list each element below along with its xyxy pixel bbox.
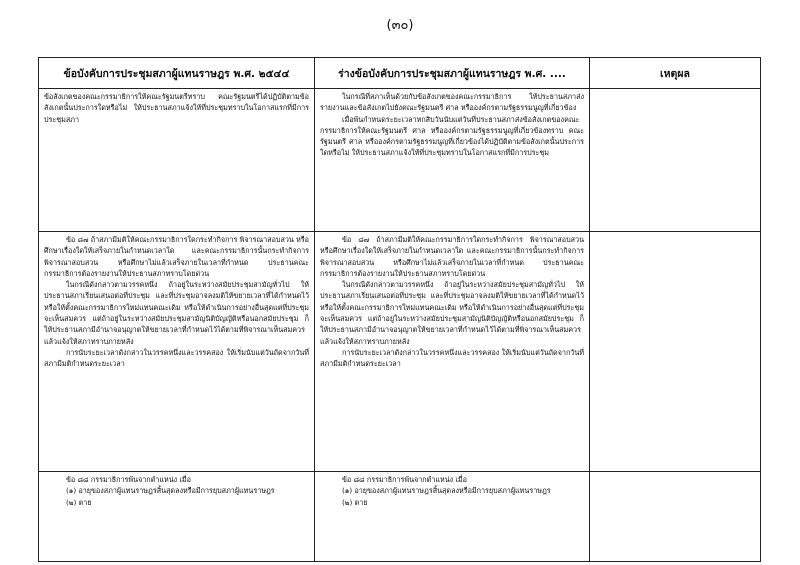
cell-text — [39, 472, 314, 508]
reason-text — [590, 232, 760, 234]
reason-cell — [590, 232, 761, 472]
draft-cell — [315, 472, 590, 562]
comparison-table — [38, 57, 761, 562]
paragraph: ในกรณีดังกล่าวตามวรรคหนึ่ง ถ้าอยู่ในระหว่างสมัยประชุมสามัญทั่วไป ให้ประธานสภาเรียนเสนอต่อที่ประชุม และที่ประชุมอาจลงมติให้ขยายเวลาที่ได้กำหนดไว้หรือให้ตั้งคณะกรรมาธิการใหม่แทนคณะเดิม หรือให้ดำเนินการอย่างอื่นสุดแต่ที่ประชุมจะเห็นสมควร แต่ถ้าอยู่ในระหว่างสมัยประชุมสามัญนิติบัญญัติหรือนอกสมัยประชุม ก็ให้ประธานสภามีอำนาจอนุญาตให้ขยายเวลาที่กำหนดไว้ได้ตามที่พิจารณาเห็นสมควร แล้วแจ้งให้สภาทราบภายหลัง — [44, 280, 309, 346]
paragraph: การนับระยะเวลาดังกล่าวในวรรคหนึ่งและวรรคสอง ให้เริ่มนับแต่วันถัดจากวันที่สภามีมติกำหนดระยะเวลา — [320, 347, 584, 369]
draft-cell — [315, 232, 590, 472]
table-row — [39, 472, 761, 562]
paragraph: ข้อ ๘๗ ถ้าสภามีมติให้คณะกรรมาธิการใดกระทำกิจการ พิจารณาสอบสวน หรือศึกษาเรื่องใดให้เสร็จภายในกำหนดเวลาใด และคณะกรรมาธิการนั้นกระทำกิจการพิจารณาสอบสวน หรือศึกษาไม่แล้วเสร็จภายในเวลาที่กำหนด ประธานคณะกรรมาธิการต้องรายงานให้ประธานสภาทราบโดยด่วน — [320, 235, 584, 278]
reason-cell — [590, 472, 761, 562]
table-row — [39, 232, 761, 472]
header-reason: เหตุผล — [590, 58, 761, 89]
table-row — [39, 89, 761, 232]
current-cell — [39, 89, 315, 232]
cell-text — [39, 89, 314, 125]
cell-text — [315, 472, 589, 508]
paragraph: (๑) อายุของสภาผู้แทนราษฎรสิ้นสุดลงหรือมีการยุบสภาผู้แทนราษฎร — [66, 486, 275, 496]
page-number: (๓๐) — [386, 18, 414, 33]
reason-cell — [590, 89, 761, 232]
paragraph: ข้อ ๘๗ ถ้าสภามีมติให้คณะกรรมาธิการใดกระทำกิจการ พิจารณาสอบสวน หรือศึกษาเรื่องใดให้เสร็จภายในกำหนดเวลาใด และคณะกรรมาธิการนั้นกระทำกิจการ พิจารณาสอบสวน หรือศึกษาไม่แล้วเสร็จภายในเวลาที่กำหนด ประธานคณะกรรมาธิการต้องรายงานให้ประธานสภาทราบโดยด่วน — [44, 235, 309, 278]
draft-cell — [315, 89, 590, 232]
paragraph: (๒) ตาย — [66, 497, 92, 507]
paragraph: การนับระยะเวลาดังกล่าวในวรรคหนึ่งและวรรคสอง ให้เริ่มนับแต่วันถัดจากวันที่สภามีมติกำหนดระยะเวลา — [44, 347, 309, 369]
paragraph: (๑) อายุของสภาผู้แทนราษฎรสิ้นสุดลงหรือมีการยุบสภาผู้แทนราษฎร — [342, 486, 551, 496]
paragraph: ในกรณีที่สภาเห็นด้วยกับข้อสังเกตของคณะกรรมาธิการ ให้ประธานสภาส่งรายงานและข้อสังเกตไปยังคณะรัฐมนตรี ศาล หรือองค์กรตามรัฐธรรมนูญที่เกี่ยวข้อง — [320, 92, 584, 113]
header-row — [39, 58, 761, 89]
cell-text — [39, 232, 314, 370]
current-cell — [39, 232, 315, 472]
paragraph: ข้อสังเกตของคณะกรรมาธิการให้คณะรัฐมนตรีทราบ คณะรัฐมนตรีได้ปฏิบัติตามข้อสังเกตนั้นประการใดหรือไม่ ให้ประธานสภาแจ้งให้ที่ประชุมทราบในโอกาสแรกที่มีการประชุมสภา — [44, 92, 309, 124]
paragraph: เมื่อพ้นกำหนดระยะเวลาหกสิบวันนับแต่วันที่ประธานสภาส่งข้อสังเกตของคณะกรรมาธิการให้คณะรัฐมนตรี ศาล หรือองค์กรตามรัฐธรรมนูญที่เกี่ยวข้องทราบ คณะรัฐมนตรี ศาล หรือองค์กรตามรัฐธรรมนูญที่เกี่ยวข้องได้ปฏิบัติตามข้อสังเกตนั้นประการใดหรือไม่ ให้ประธานสภาแจ้งให้ที่ประชุมทราบในโอกาสแรกที่มีการประชุม — [320, 114, 584, 158]
reason-text — [590, 89, 760, 91]
paragraph: ข้อ ๘๘ กรรมาธิการพ้นจากตำแหน่ง เมื่อ — [342, 475, 467, 484]
paragraph: (๒) ตาย — [342, 497, 368, 507]
cell-text — [315, 232, 589, 370]
header-draft-regulation: ร่างข้อบังคับการประชุมสภาผู้แทนราษฎร พ.ศ. .... — [315, 58, 590, 89]
current-cell — [39, 472, 315, 562]
reason-text — [590, 472, 760, 474]
header-current-regulation: ข้อบังคับการประชุมสภาผู้แทนราษฎร พ.ศ. ๒๕๔๔ — [39, 58, 315, 89]
paragraph: ข้อ ๘๘ กรรมาธิการพ้นจากตำแหน่ง เมื่อ — [66, 475, 191, 484]
cell-text — [315, 89, 589, 159]
paragraph: ในกรณีดังกล่าวตามวรรคหนึ่ง ถ้าอยู่ในระหว่างสมัยประชุมสามัญทั่วไป ให้ประธานสภาเรียนเสนอต่อที่ประชุม และที่ประชุมอาจลงมติให้ขยายเวลาที่ได้กำหนดไว้หรือให้ตั้งคณะกรรมาธิการใหม่แทนคณะเดิม หรือให้ดำเนินการอย่างอื่นสุดแต่ที่ประชุมจะเห็นสมควร แต่ถ้าอยู่ในระหว่างสมัยประชุมสามัญนิติบัญญัติหรือนอกสมัยประชุม ก็ให้ประธานสภามีอำนาจอนุญาตให้ขยายเวลาที่กำหนดไว้ได้ตามที่พิจารณาเห็นสมควร แล้วแจ้งให้สภาทราบภายหลัง — [320, 280, 584, 346]
